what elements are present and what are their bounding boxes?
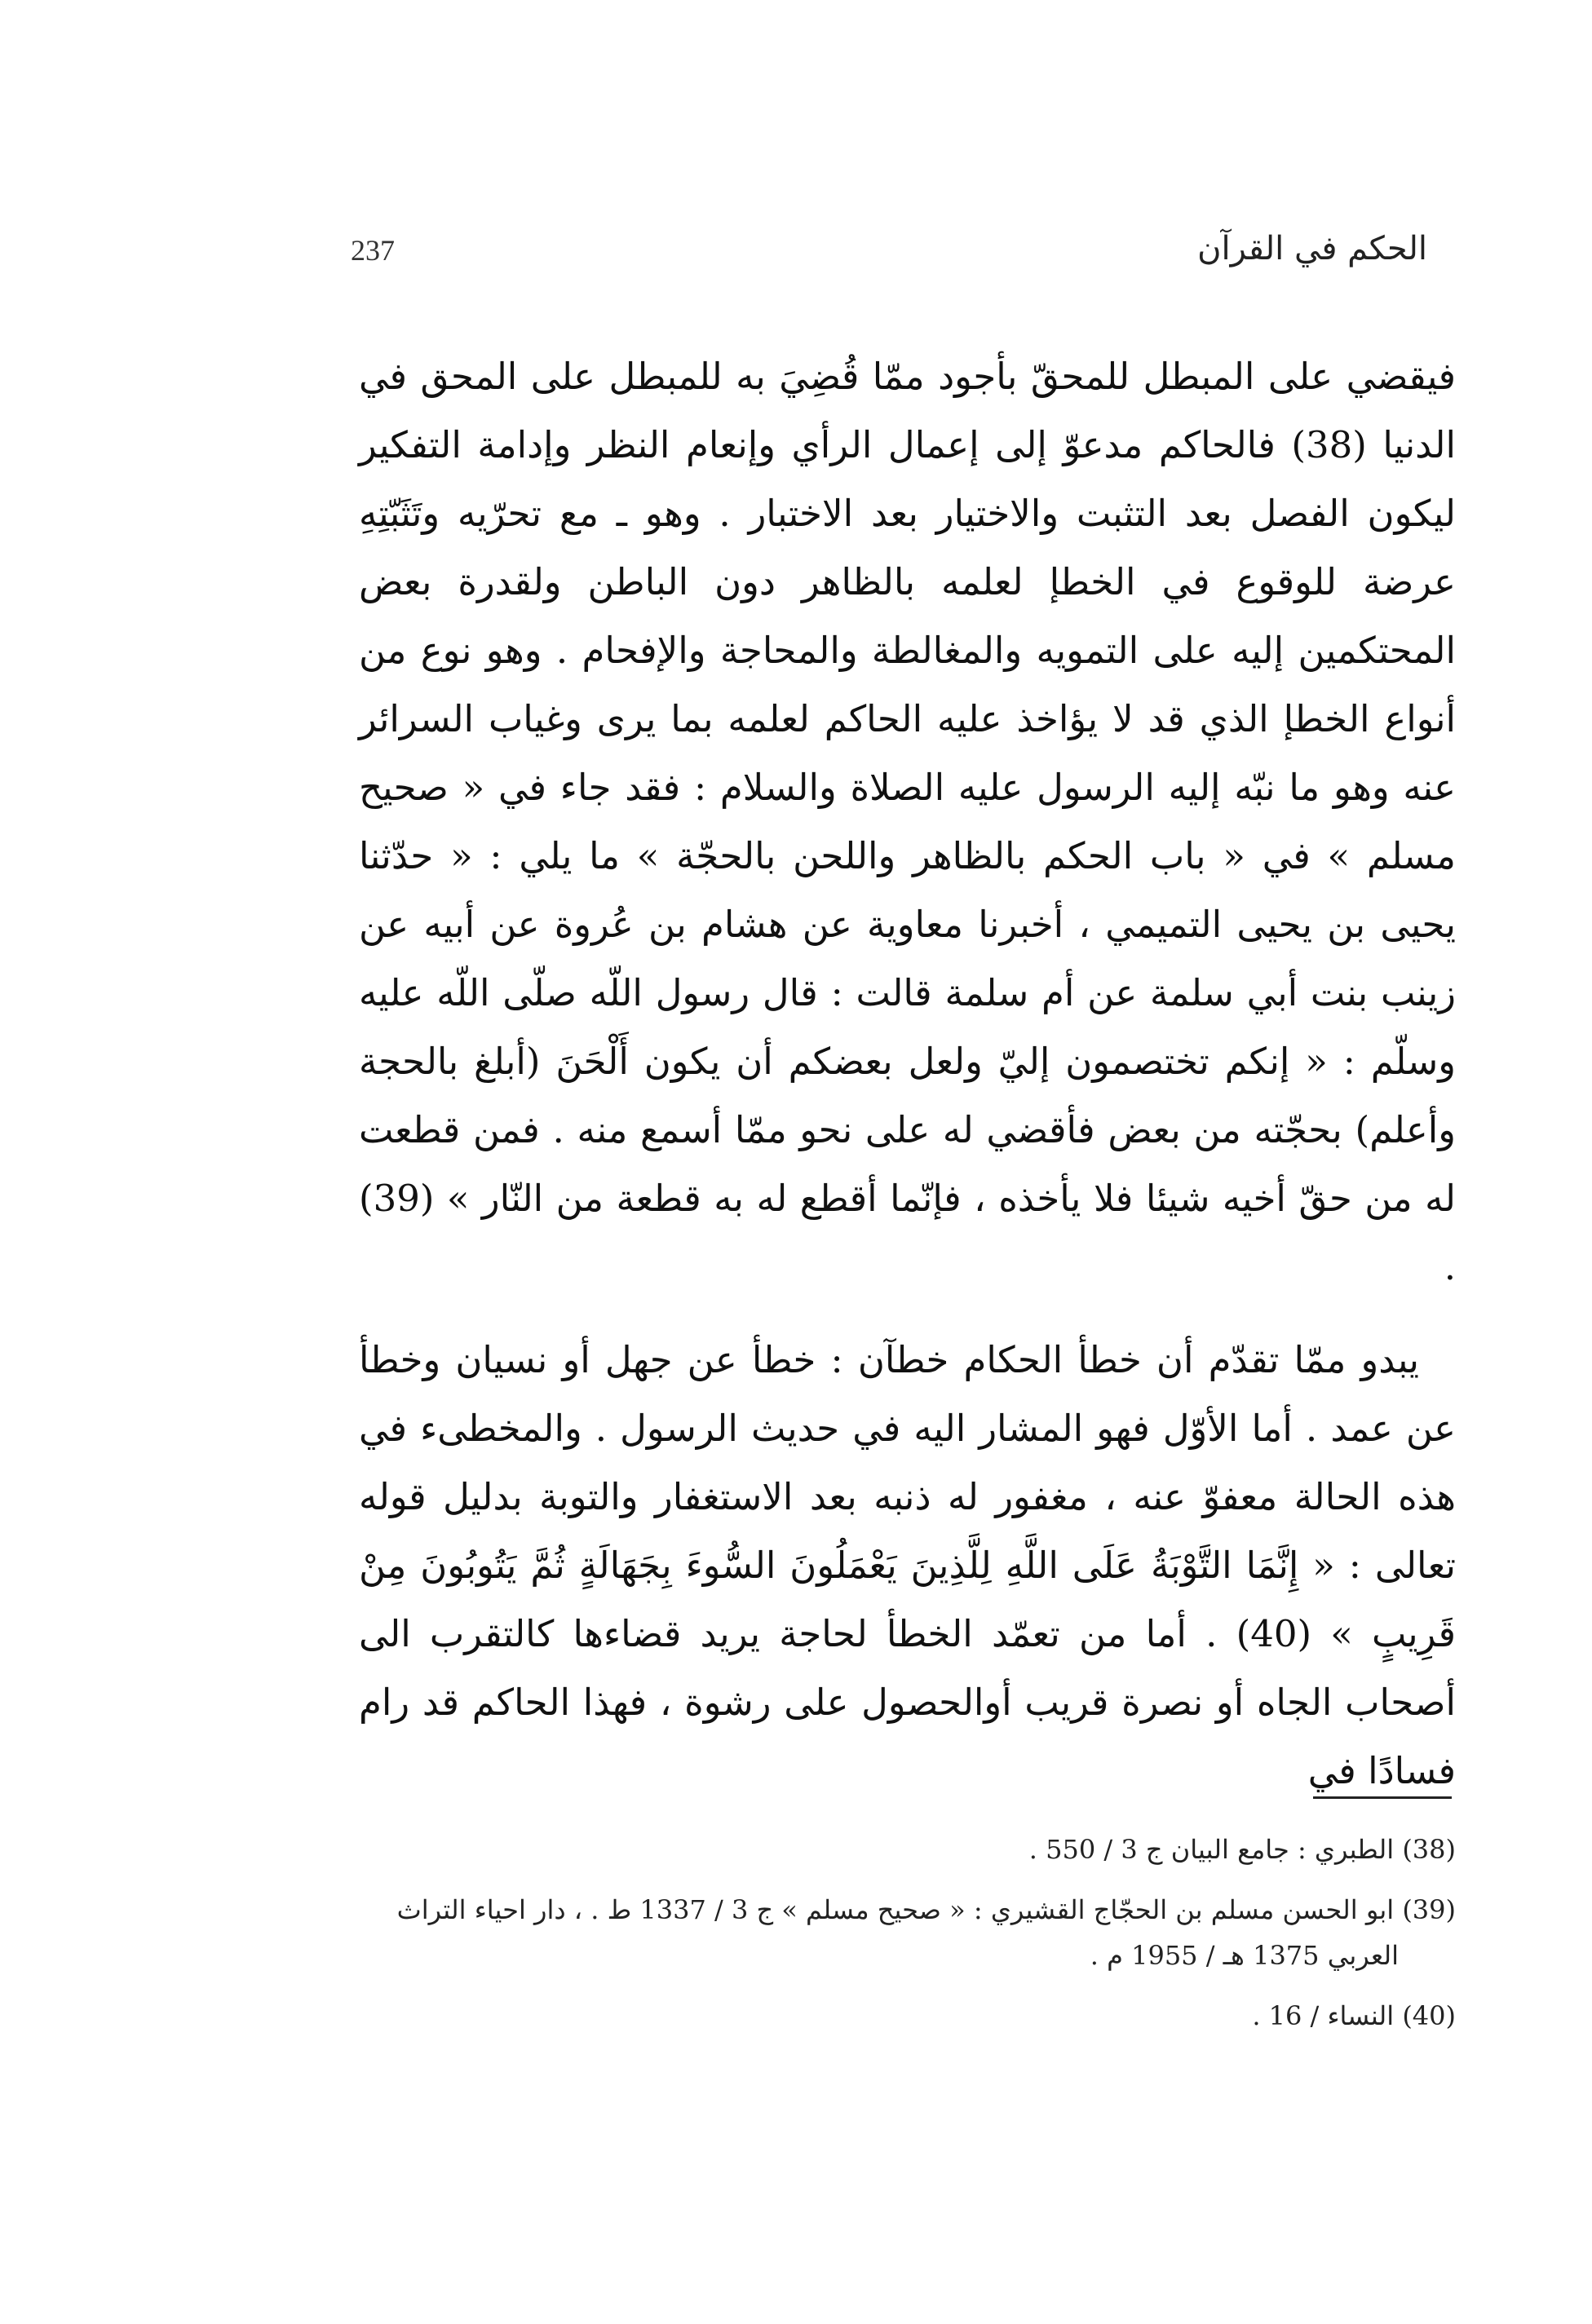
page-number: 237 — [351, 234, 395, 267]
footnote-40 — [359, 1993, 1456, 2039]
footnotes — [359, 1827, 1456, 2053]
body-text — [359, 342, 1456, 1805]
footnote-39 — [359, 1887, 1456, 1978]
paragraph-2: يبدو ممّا تقدّم أن خطأ الحكام خطآن : خطأ عن جهل أو نسيان وخطأ عن عمد . أما الأوّل فهو المشار اليه في حديث الرسول . والمخطىء في هذه الحالة معفوّ عنه ، مغفور له ذنبه بعد الاستغفار والتوبة بدليل قوله تعالى : « إِنَّمَا التَّوْبَةُ عَلَى اللَّهِ لِلَّذِينَ يَعْمَلُونَ السُّوءَ بِجَهَالَةٍ ثُمَّ يَتُوبُونَ مِنْ قَرِيبٍ » (40) . أما من تعمّد الخطأ لحاجة يريد قضاءها كالتقرب الى أصحاب الجاه أو نصرة قريب أوالحصول على رشوة ، فهذا الحاكم قد رام فسادًا في — [359, 1338, 1456, 1792]
footnote-38 — [359, 1827, 1456, 1872]
footnote-divider — [1313, 1796, 1452, 1799]
paragraph-1: فيقضي على المبطل للمحقّ بأجود ممّا قُضِيَ به للمبطل على المحق في الدنيا (38) فالحاكم مدعوّ إلى إعمال الرأي وإنعام النظر وإدامة التفكير ليكون الفصل بعد التثبت والاختيار بعد الاختبار . وهو ـ مع تحرّيه وتَثَبّتِهِ عرضة للوقوع في الخطإ لعلمه بالظاهر دون الباطن ولقدرة بعض المحتكمين إليه على التمويه والمغالطة والمحاجة والإفحام . وهو نوع من أنواع الخطإ الذي قد لا يؤاخذ عليه الحاكم لعلمه بما يرى وغياب السرائر عنه وهو ما نبّه إليه الرسول عليه الصلاة والسلام : فقد جاء في « صحيح مسلم » في « باب الحكم بالظاهر واللحن بالحجّة » ما يلي : « حدّثنا يحيى بن يحيى التميمي ، أخبرنا معاوية عن هشام بن عُروة عن أبيه عن زينب بنت أبي سلمة عن أم سلمة قالت : قال رسول اللّه صلّى اللّه عليه وسلّم : « إنكم تختصمون إليّ ولعل بعضكم أن يكون أَلْحَنَ (أبلغ بالحجة وأعلم) بحجّته من بعض فأقضي له على نحو ممّا أسمع منه . فمن قطعت له من حقّ أخيه شيئا فلا يأخذه ، فإنّما أقطع له به قطعة من النّار » (39) . — [359, 355, 1456, 1288]
running-title: الحكم في القرآن — [1197, 230, 1427, 267]
footnote-40-text: (40) النساء / 16 . — [1252, 2000, 1456, 2031]
footnote-38-text: (38) الطبري : جامع البيان ج 3 / 550 . — [1028, 1834, 1456, 1865]
footnote-39-text: (39) ابو الحسن مسلم بن الحجّاج القشيري : « صحيح مسلم » ج 3 / 1337 ط . ، دار احياء التراث — [396, 1894, 1456, 1925]
page-header — [351, 230, 1460, 287]
footnote-39-continuation: العربي 1375 هـ / 1955 م . — [1090, 1940, 1399, 1971]
